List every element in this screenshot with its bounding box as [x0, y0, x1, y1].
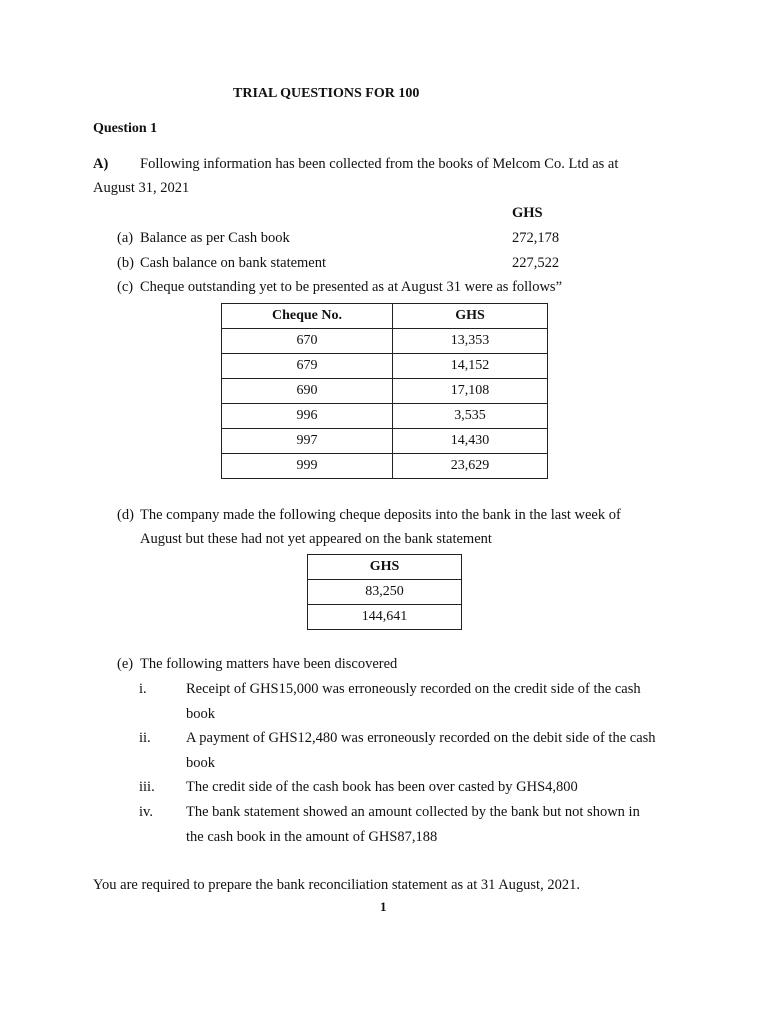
amount-cell: 23,629 [393, 454, 548, 479]
amount-cell: 14,152 [393, 354, 548, 379]
table-row [222, 404, 548, 429]
cheque-no-cell: 999 [222, 454, 393, 479]
item-d-line2: August but these had not yet appeared on the bank statement [140, 531, 492, 547]
matter-line2: book [186, 706, 215, 722]
section-letter: A) [93, 156, 109, 172]
item-b-text: Cash balance on bank statement [140, 255, 327, 271]
cheque-table [221, 303, 548, 479]
item-e-text: The following matters have been discovered [140, 656, 398, 672]
matter-line2: the cash book in the amount of GHS87,188 [186, 829, 438, 845]
amount-cell: 14,430 [393, 429, 548, 454]
matter-numeral: ii. [139, 730, 151, 746]
table-row [222, 429, 548, 454]
table-header-row [308, 555, 462, 580]
table-header-row [222, 304, 548, 329]
table-row [222, 329, 548, 354]
item-b-letter: (b) [117, 255, 134, 271]
document-title: TRIAL QUESTIONS FOR 100 [233, 86, 420, 101]
item-d-line1: The company made the following cheque deposits into the bank in the last week of [140, 507, 621, 523]
page-number: 1 [380, 899, 387, 914]
amount-cell: 17,108 [393, 379, 548, 404]
item-a-text: Balance as per Cash book [140, 230, 290, 246]
matter-line1: Receipt of GHS15,000 was erroneously recorded on the credit side of the cash [186, 681, 641, 697]
cheque-no-header: Cheque No. [222, 304, 393, 329]
section-intro-line2: August 31, 2021 [93, 180, 190, 196]
matter-numeral: iv. [139, 804, 153, 820]
cheque-no-cell: 670 [222, 329, 393, 354]
ghs-header: GHS [308, 555, 462, 580]
item-c-letter: (c) [117, 279, 134, 295]
table-row [308, 605, 462, 630]
amount-cell: 3,535 [393, 404, 548, 429]
matter-line1: The credit side of the cash book has been over casted by GHS4,800 [186, 779, 578, 795]
amount-cell: 13,353 [393, 329, 548, 354]
item-b-amount: 227,522 [512, 255, 560, 271]
item-d-letter: (d) [117, 507, 134, 523]
matter-numeral: iii. [139, 779, 155, 795]
instruction-text: You are required to prepare the bank reconciliation statement as at 31 August, 2021. [93, 877, 580, 893]
deposit-table [307, 554, 462, 630]
table-row [222, 379, 548, 404]
table-row [308, 580, 462, 605]
table-row [222, 354, 548, 379]
matter-line1: A payment of GHS12,480 was erroneously recorded on the debit side of the cash [186, 730, 656, 746]
item-a-letter: (a) [117, 230, 134, 246]
cheque-no-cell: 690 [222, 379, 393, 404]
item-e-letter: (e) [117, 656, 134, 672]
item-a-amount: 272,178 [512, 230, 560, 246]
matter-numeral: i. [139, 681, 147, 697]
item-c-text: Cheque outstanding yet to be presented as at August 31 were as follows” [140, 279, 563, 295]
cheque-no-cell: 679 [222, 354, 393, 379]
cheque-no-cell: 996 [222, 404, 393, 429]
amount-cell: 144,641 [308, 605, 462, 630]
question-heading: Question 1 [93, 121, 158, 136]
currency-heading: GHS [512, 205, 543, 221]
section-intro-line1: Following information has been collected from the books of Melcom Co. Ltd as at [140, 156, 619, 172]
ghs-header: GHS [393, 304, 548, 329]
amount-cell: 83,250 [308, 580, 462, 605]
table-row [222, 454, 548, 479]
matter-line2: book [186, 755, 215, 771]
cheque-no-cell: 997 [222, 429, 393, 454]
matter-line1: The bank statement showed an amount collected by the bank but not shown in [186, 804, 640, 820]
